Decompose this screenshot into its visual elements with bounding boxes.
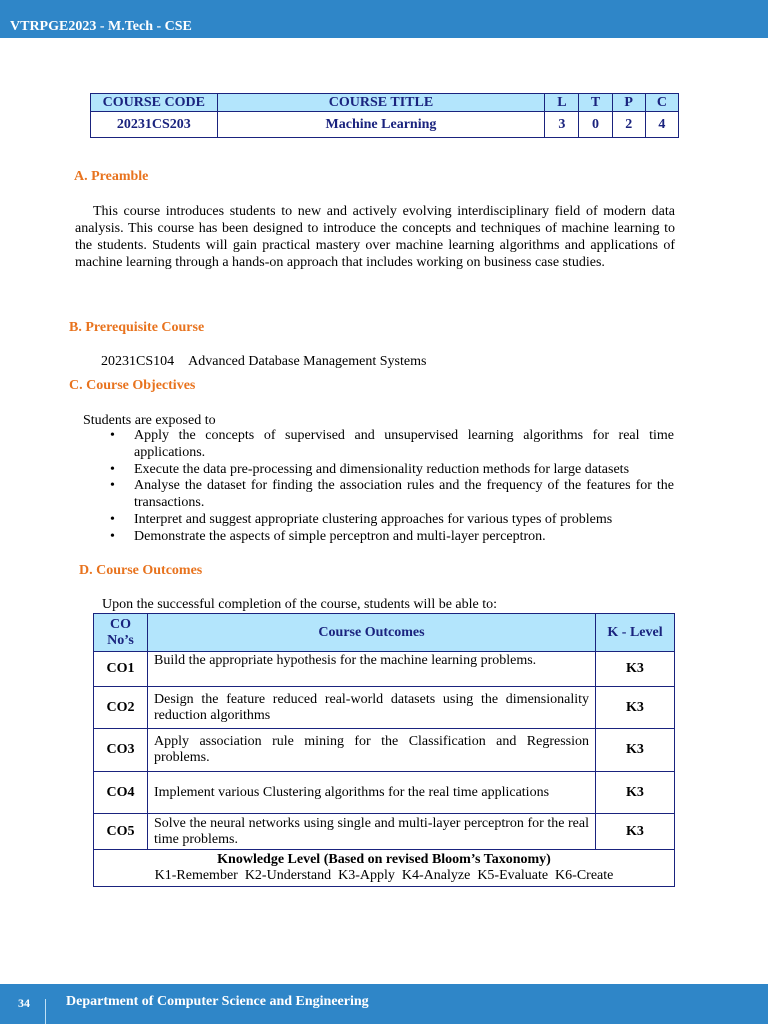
co-text: Build the appropriate hypothesis for the machine learning problems. — [148, 652, 596, 687]
co-text: Solve the neural networks using single and multi-layer perceptron for the real time problems. — [148, 814, 596, 850]
header-p: P — [612, 94, 645, 112]
co-text: Design the feature reduced real-world datasets using the dimensionality reduction algorithms — [148, 687, 596, 729]
co-k-level: K3 — [596, 729, 675, 772]
header-t: T — [579, 94, 612, 112]
co-text: Apply association rule mining for the Classification and Regression problems. — [148, 729, 596, 772]
header-k-level: K - Level — [596, 614, 675, 652]
co-k-level: K3 — [596, 814, 675, 850]
outcomes-intro: Upon the successful completion of the course, students will be able to: — [102, 597, 498, 612]
prerequisite-course — [101, 353, 426, 370]
table-row — [94, 652, 675, 687]
list-item: • Demonstrate the aspects of simple perceptron and multi-layer perceptron. — [110, 529, 674, 546]
footer-bar — [0, 984, 768, 1024]
co-id: CO5 — [94, 814, 148, 850]
knowledge-level-cell — [94, 850, 675, 887]
table-row — [94, 772, 675, 814]
course-p: 2 — [612, 112, 645, 138]
prerequisite-code: 20231CS104 — [101, 354, 175, 369]
outcomes-heading: D. Course Outcomes — [79, 563, 203, 578]
header-co-no — [94, 614, 148, 652]
document-title: VTRPGE2023 - M.Tech - CSE — [10, 19, 192, 34]
table-row — [94, 814, 675, 850]
course-info-table — [90, 93, 679, 138]
list-item: • Interpret and suggest appropriate clustering approaches for various types of problems — [110, 512, 674, 529]
co-id: CO4 — [94, 772, 148, 814]
course-t: 0 — [579, 112, 612, 138]
page-number: 34 — [18, 996, 30, 1010]
list-item: • Analyse the dataset for finding the association rules and the frequency of the features for the transactions. — [110, 478, 674, 512]
co-k-level: K3 — [596, 652, 675, 687]
course-code: 20231CS203 — [91, 112, 218, 138]
course-c: 4 — [645, 112, 678, 138]
objectives-intro: Students are exposed to — [83, 413, 216, 428]
preamble-text: This course introduces students to new and actively evolving interdisciplinary field of modern data analysis. This course has been designed to introduce the concepts and techniques of machine learning to the students. Students will gain practical mastery over machine learning algorithms and applications of machine learning through a hands-on approach that includes working on business case studies. — [75, 204, 675, 270]
course-table-row — [91, 112, 679, 138]
table-row — [94, 687, 675, 729]
prerequisite-heading: B. Prerequisite Course — [69, 320, 205, 335]
footer-divider — [45, 999, 46, 1024]
course-outcomes-table — [93, 613, 675, 887]
list-item: • Apply the concepts of supervised and unsupervised learning algorithms for real time applications. — [110, 428, 674, 462]
header-course-code: COURSE CODE — [91, 94, 218, 112]
knowledge-level-title: Knowledge Level (Based on revised Bloom’s Taxonomy) — [217, 852, 551, 867]
knowledge-level-row — [94, 850, 675, 887]
header-l: L — [545, 94, 579, 112]
header-co-line1: CO — [110, 616, 131, 632]
table-row — [94, 729, 675, 772]
prerequisite-name: Advanced Database Management Systems — [188, 354, 427, 369]
course-title: Machine Learning — [217, 112, 545, 138]
course-l: 3 — [545, 112, 579, 138]
objectives-list — [110, 428, 674, 546]
header-bar — [0, 0, 768, 38]
header-course-outcomes: Course Outcomes — [148, 614, 596, 652]
list-item: • Execute the data pre-processing and dimensionality reduction methods for large datasets — [110, 462, 674, 479]
objectives-heading: C. Course Objectives — [69, 378, 196, 393]
knowledge-level-list: K1-Remember K2-Understand K3-Apply K4-Analyze K5-Evaluate K6-Create — [154, 868, 614, 883]
preamble-heading: A. Preamble — [74, 169, 149, 184]
co-k-level: K3 — [596, 772, 675, 814]
header-co-line2: No’s — [107, 632, 134, 648]
co-id: CO3 — [94, 729, 148, 772]
course-table-header — [91, 94, 679, 112]
header-c: C — [645, 94, 678, 112]
co-id: CO2 — [94, 687, 148, 729]
co-id: CO1 — [94, 652, 148, 687]
department-name: Department of Computer Science and Engineering — [66, 994, 369, 1009]
header-course-title: COURSE TITLE — [217, 94, 545, 112]
co-k-level: K3 — [596, 687, 675, 729]
outcomes-table-header — [94, 614, 675, 652]
co-text: Implement various Clustering algorithms for the real time applications — [148, 772, 596, 814]
